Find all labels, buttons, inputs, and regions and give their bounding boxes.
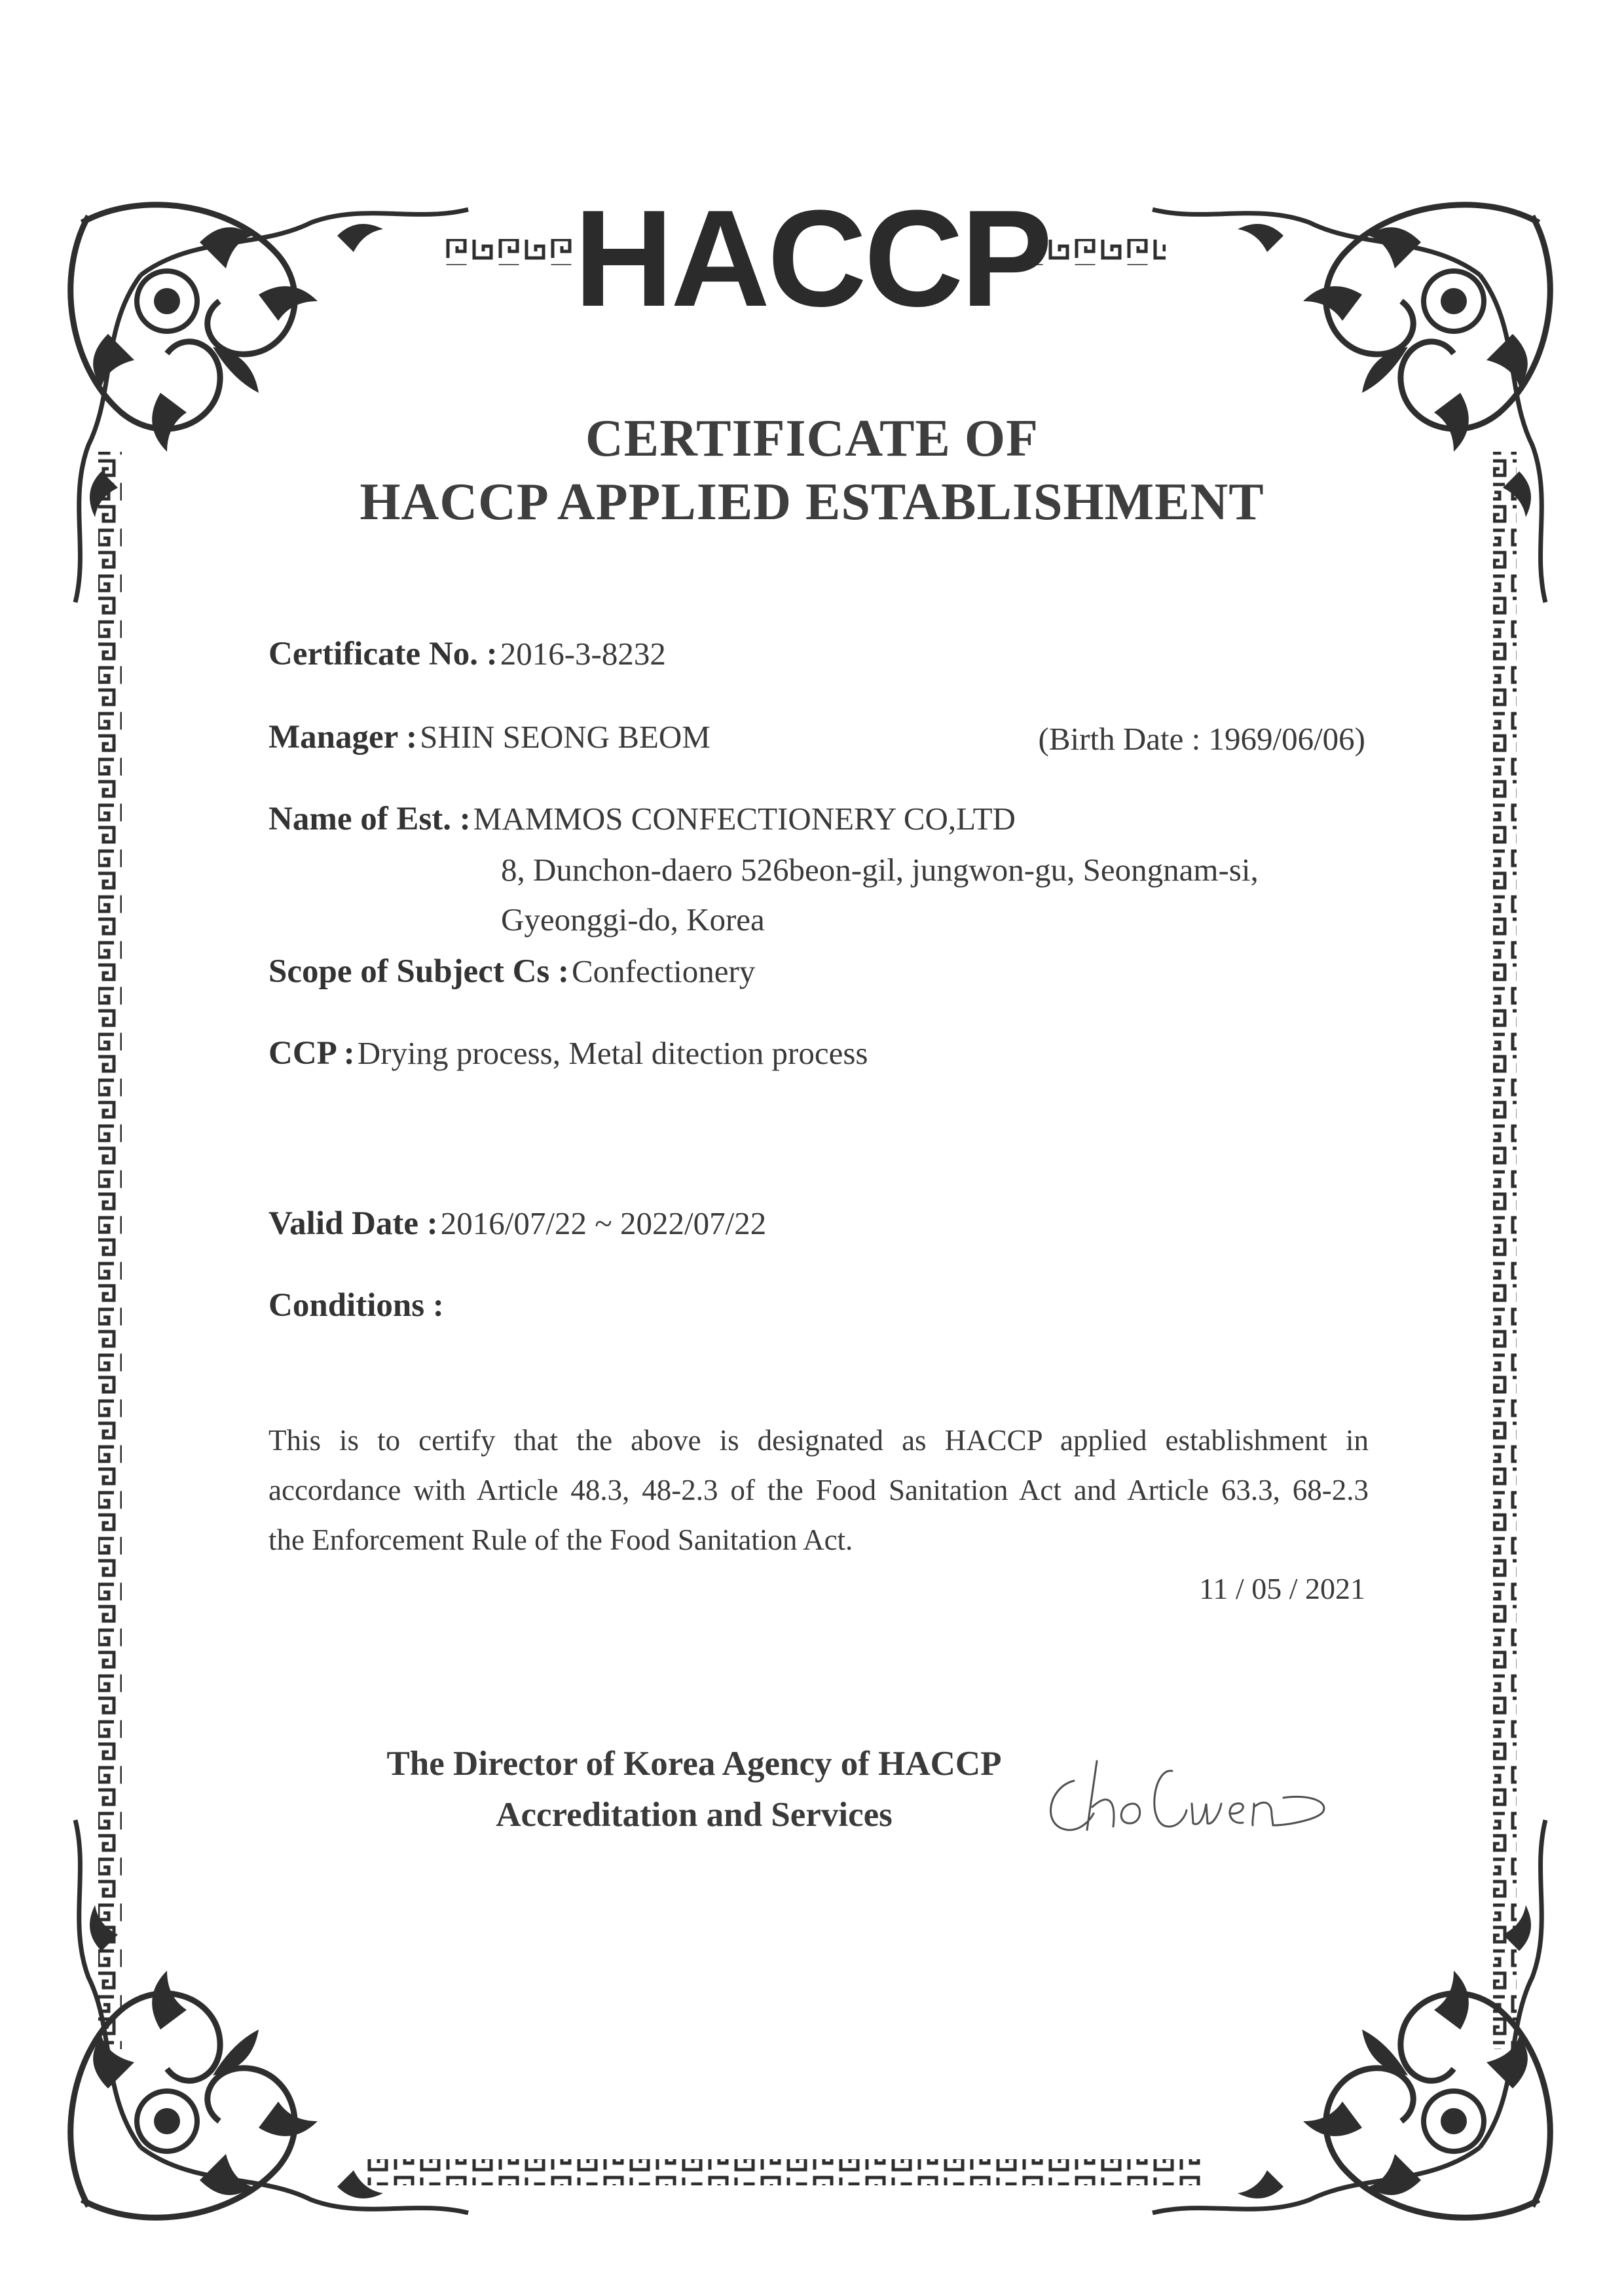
ccp-row — [268, 1034, 868, 1072]
birth-date: (Birth Date : 1969/06/06) — [1038, 721, 1365, 757]
manager-label: Manager : — [268, 719, 418, 756]
certificate-no-label: Certificate No. : — [268, 636, 498, 672]
scope-value: Confectionery — [571, 953, 756, 989]
valid-date-row — [268, 1205, 766, 1243]
director-signature — [1035, 1741, 1349, 1846]
issue-date: 11 / 05 / 2021 — [1199, 1572, 1365, 1605]
signer-line1: The Director of Korea Agency of HACCP — [386, 1745, 1002, 1783]
valid-date-value: 2016/07/22 ~ 2022/07/22 — [440, 1205, 767, 1241]
signer-line2: Accreditation and Services — [496, 1796, 893, 1834]
establishment-row — [268, 800, 1016, 838]
certificate-no-row — [268, 635, 666, 673]
manager-value: SHIN SEONG BEOM — [420, 719, 710, 755]
establishment-address-line2: Gyeonggi-do, Korea — [501, 902, 765, 938]
valid-date-label: Valid Date : — [268, 1205, 438, 1242]
statement-line3: the Enforcement Rule of the Food Sanitation Act. — [268, 1523, 853, 1556]
establishment-name: MAMMOS CONFECTIONERY CO,LTD — [473, 801, 1016, 837]
signer-block — [354, 1738, 1035, 1840]
certificate-title-line2: HACCP APPLIED ESTABLISHMENT — [360, 473, 1264, 531]
establishment-address-line1: 8, Dunchon-daero 526beon-gil, jungwon-gu, Seongnam-si, — [501, 852, 1259, 888]
establishment-label: Name of Est. : — [268, 801, 471, 837]
statement-line1: This is to certify that the above is designated as HACCP applied establishment in — [268, 1424, 1369, 1457]
haccp-logo: HACCP — [574, 181, 1050, 335]
manager-row — [268, 718, 710, 756]
scope-label: Scope of Subject Cs : — [268, 953, 569, 990]
certificate-title-line1: CERTIFICATE OF — [585, 410, 1039, 467]
ccp-value: Drying process, Metal ditection process — [357, 1035, 868, 1071]
statement-line2: accordance with Article 48.3, 48-2.3 of the Food Sanitation Act and Article 63.3, 68-2.3 — [268, 1474, 1369, 1506]
conditions-label: Conditions : — [268, 1287, 444, 1324]
certificate-no-value: 2016-3-8232 — [500, 636, 666, 672]
ccp-label: CCP : — [268, 1035, 355, 1072]
certification-statement — [268, 1415, 1369, 1565]
scope-row — [268, 953, 755, 991]
conditions-row — [268, 1286, 444, 1324]
